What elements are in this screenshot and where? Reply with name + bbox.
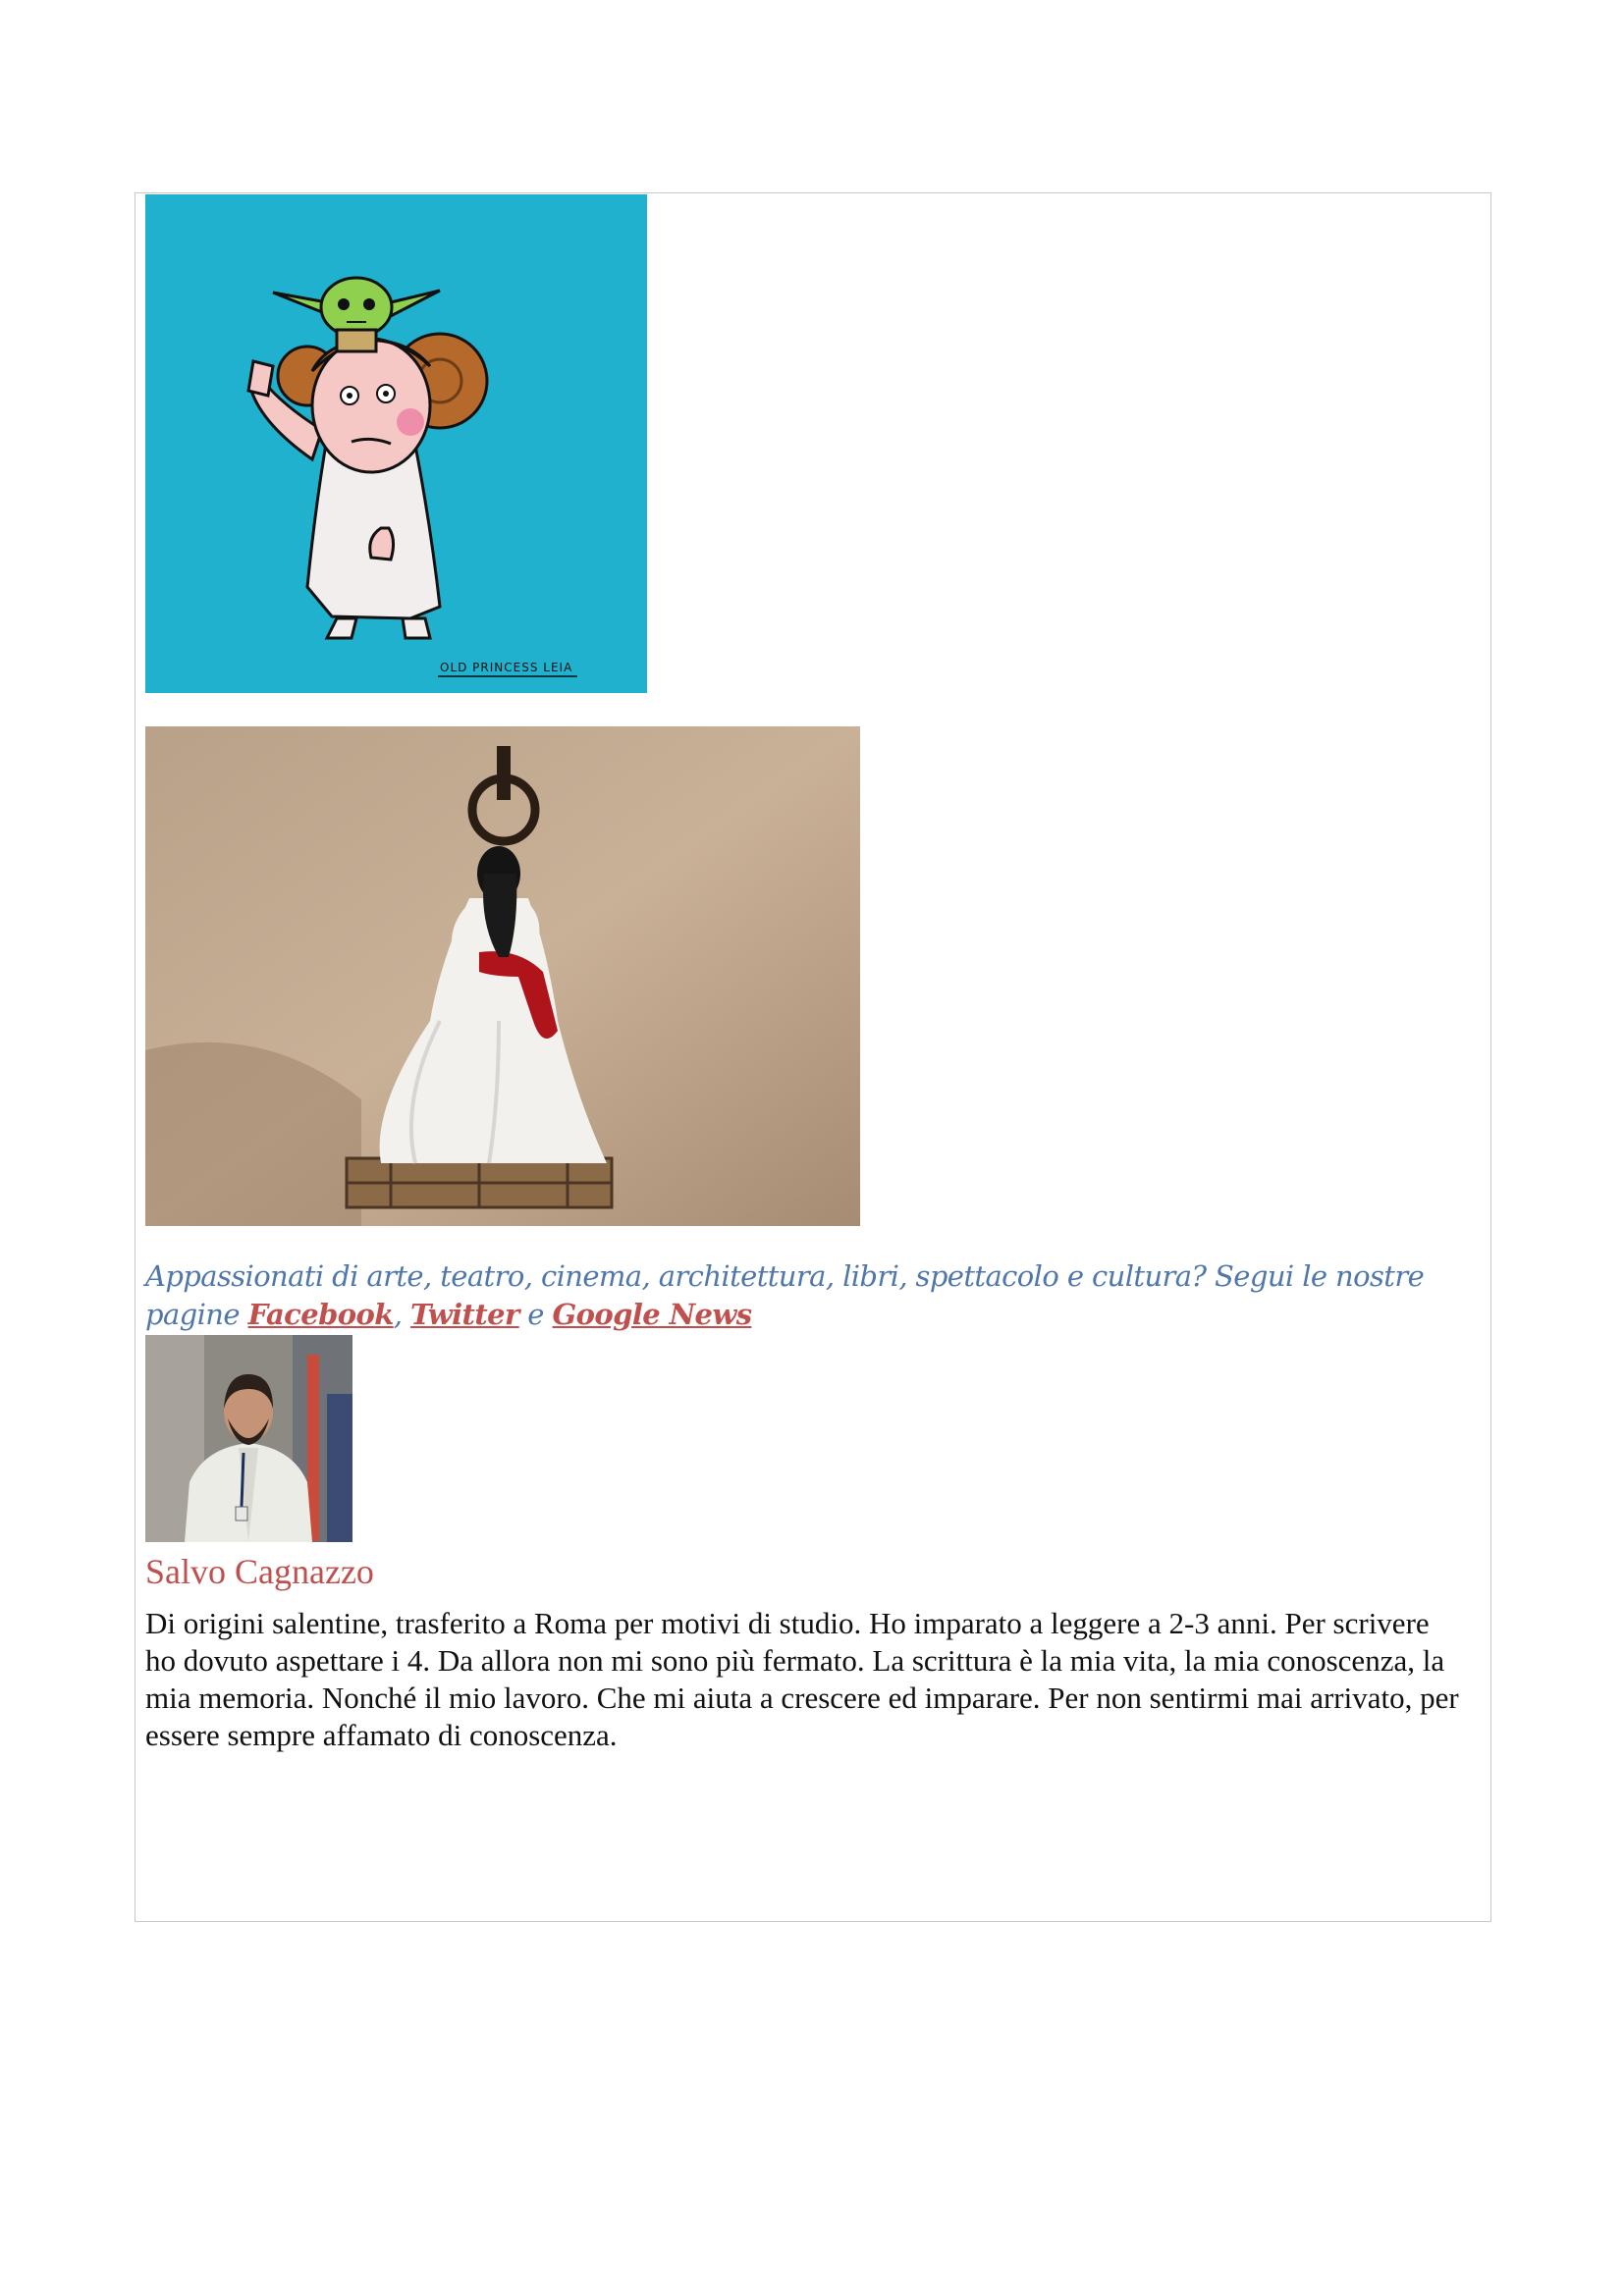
performance-photo	[145, 726, 860, 1226]
facebook-link[interactable]: Facebook	[247, 1298, 394, 1331]
author-avatar	[145, 1335, 352, 1542]
google-news-link[interactable]: Google News	[552, 1298, 752, 1331]
illustration-caption: OLD PRINCESS LEIA	[440, 661, 573, 674]
follow-separator-and: e	[518, 1298, 553, 1331]
old-princess-leia-illustration	[145, 194, 647, 693]
follow-separator-comma: ,	[393, 1298, 410, 1331]
follow-us-paragraph	[145, 1257, 1451, 1334]
twitter-link[interactable]: Twitter	[409, 1298, 519, 1331]
author-bio: Di origini salentine, trasferito a Roma per motivi di studio. Ho imparato a leggere a 2-3 anni. Per scrivere ho dovuto aspettare i 4. Da allora non mi sono più fermato. La scrittura è la mia vita, la mia conoscenza, la mia memoria. Nonché il mio lavoro. Che mi aiuta a crescere ed imparare. Per non sentirmi mai arrivato, per essere sempre affamato di conoscenza.	[145, 1606, 1459, 1752]
follow-text: Appassionati di arte, teatro, cinema, architettura, libri, spettacolo e cultura? Segui le nostre pagine	[145, 1259, 1425, 1331]
author-name: Salvo Cagnazzo	[145, 1552, 374, 1591]
